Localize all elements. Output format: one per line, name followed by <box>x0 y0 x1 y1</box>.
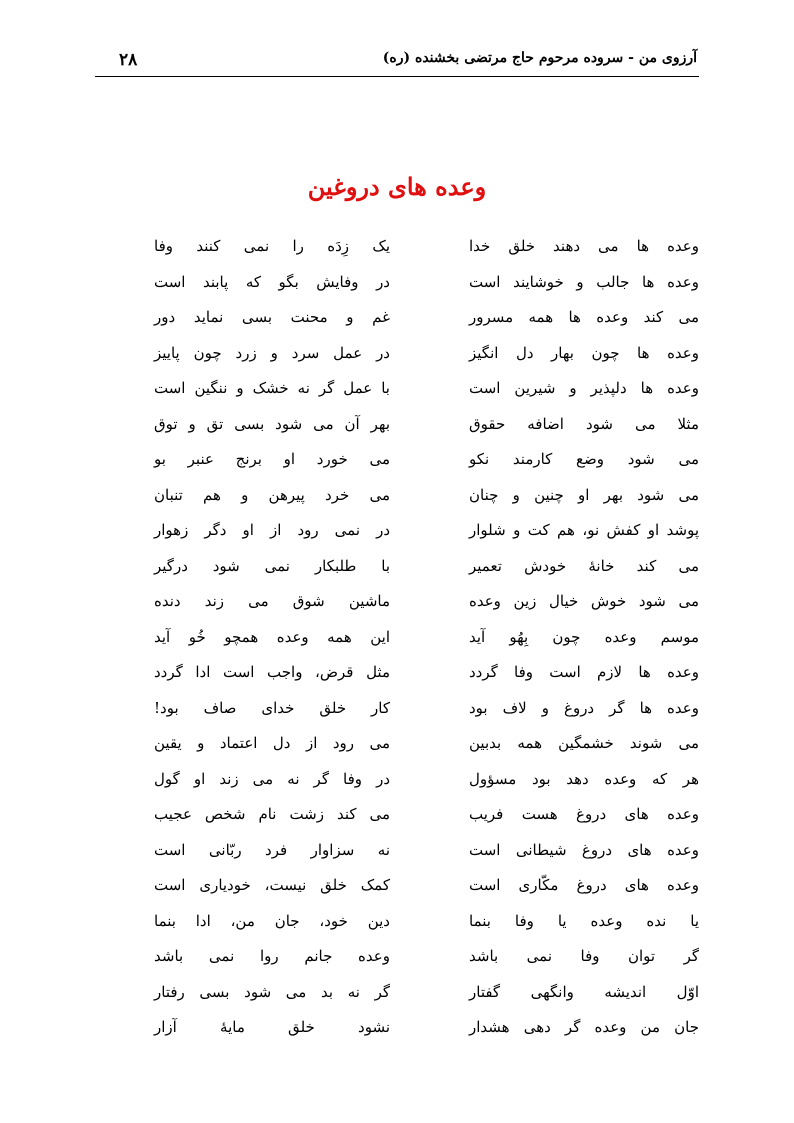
verse-first-hemistich: جان من وعده گر دهی هشدار <box>469 1018 699 1036</box>
verse-second-hemistich: می رود از دل اعتماد و یقین <box>154 734 390 752</box>
verse-second-hemistich: در وفا گر نه می زند او گول <box>154 769 390 788</box>
verse-row <box>0 302 794 338</box>
verse-row <box>0 267 794 303</box>
verse-first-hemistich: وعده های دروغ هست فریب <box>469 805 699 823</box>
verse-second-hemistich: کار خلق خدای صاف بود! <box>154 698 390 717</box>
verse-row <box>0 870 794 906</box>
verse-first-hemistich: وعده ها دلپذیر و شیرین است <box>469 379 699 397</box>
running-title: آرزوی من - سروده مرحوم حاج مرتضی بخشنده (ره) <box>382 50 697 66</box>
verse-row <box>0 515 794 551</box>
verse-row <box>0 906 794 942</box>
verse-first-hemistich: یا نده وعده یا وفا بنما <box>469 911 699 930</box>
verse-row <box>0 693 794 729</box>
verse-second-hemistich: دین خود، جان من، ادا بنما <box>154 911 390 930</box>
verse-first-hemistich: وعده های دروغ شیطانی است <box>469 840 699 859</box>
verse-first-hemistich: پوشد او کفش نو، هم کت و شلوار <box>469 521 699 539</box>
verse-second-hemistich: نشود خلق مایهٔ آزار <box>154 1018 390 1036</box>
verse-row <box>0 409 794 445</box>
verse-first-hemistich: وعده ها جالب و خوشایند است <box>469 272 699 291</box>
verse-row <box>0 835 794 871</box>
verse-second-hemistich: یک زِدَه را نمی کنند وفا <box>154 237 390 255</box>
verse-second-hemistich: با طلبکار نمی شود درگیر <box>154 556 390 575</box>
verse-row <box>0 480 794 516</box>
verse-first-hemistich: مثلا می شود اضافه حقوق <box>469 414 699 433</box>
verse-row <box>0 551 794 587</box>
verse-second-hemistich: نه سزاوار فرد ربّانی است <box>154 840 390 859</box>
verse-first-hemistich: وعده ها گر دروغ و لاف بود <box>469 698 699 717</box>
verse-second-hemistich: می خورد او برنج عنبر بو <box>154 450 390 468</box>
verse-first-hemistich: وعده ها چون بهار دل انگیز <box>469 343 699 362</box>
verse-first-hemistich: وعده های دروغ مکّاری است <box>469 876 699 894</box>
verse-first-hemistich: می شود خوش خیال زین وعده <box>469 592 699 610</box>
verse-first-hemistich: می کند خانهٔ خودش تعمیر <box>469 556 699 575</box>
verse-row <box>0 622 794 658</box>
verse-first-hemistich: می کند وعده ها همه مسرور <box>469 308 699 326</box>
verse-second-hemistich: می کند زشت نام شخص عجیب <box>154 805 390 823</box>
verse-row <box>0 338 794 374</box>
verse-second-hemistich: مثل قرض، واجب است ادا گردد <box>154 663 390 681</box>
verse-second-hemistich: با عمل گر نه خشک و ننگین است <box>154 379 390 397</box>
verse-row <box>0 941 794 977</box>
verse-second-hemistich: کمک خلق نیست، خودیاری است <box>154 876 390 894</box>
verse-second-hemistich: گر نه بد می شود بسی رفتار <box>154 982 390 1001</box>
verse-first-hemistich: موسم وعده چون بِهُو آید <box>469 627 699 646</box>
verse-row <box>0 728 794 764</box>
verse-second-hemistich: این همه وعده همچو خُو آید <box>154 627 390 646</box>
verse-second-hemistich: می خرد پیرهن و هم تنبان <box>154 485 390 504</box>
verse-row <box>0 657 794 693</box>
verse-first-hemistich: می شود وضع کارمند نکو <box>469 450 699 468</box>
verse-second-hemistich: در وفایش بگو که پابند است <box>154 272 390 291</box>
verse-row <box>0 231 794 267</box>
verse-row <box>0 1012 794 1048</box>
page-number: ۲۸ <box>119 50 138 70</box>
verse-row <box>0 444 794 480</box>
poem-title: وعده های دروغین <box>307 172 487 201</box>
verse-first-hemistich: وعده ها لازم است وفا گردد <box>469 663 699 681</box>
verse-first-hemistich: هر که وعده دهد بود مسؤول <box>469 769 699 788</box>
verse-second-hemistich: در عمل سرد و زرد چون پاییز <box>154 343 390 362</box>
verse-first-hemistich: وعده ها می دهند خلق خدا <box>469 237 699 255</box>
verse-second-hemistich: ماشین شوق می زند دنده <box>154 592 390 610</box>
verse-row <box>0 799 794 835</box>
verse-second-hemistich: وعده جانم روا نمی باشد <box>154 947 390 965</box>
verse-first-hemistich: اوّل اندیشه وانگهی گفتار <box>469 982 699 1001</box>
verse-second-hemistich: غم و محنت بسی نماید دور <box>154 308 390 326</box>
verse-first-hemistich: می شود بهر او چنین و چنان <box>469 485 699 504</box>
verse-row <box>0 586 794 622</box>
poem-verses <box>0 231 794 1048</box>
verse-first-hemistich: می شوند خشمگین همه بدبین <box>469 734 699 752</box>
page-header <box>95 46 699 77</box>
verse-first-hemistich: گر توان وفا نمی باشد <box>469 947 699 965</box>
verse-row <box>0 977 794 1013</box>
verse-second-hemistich: در نمی رود از او دگر زهوار <box>154 521 390 539</box>
verse-row <box>0 764 794 800</box>
verse-row <box>0 373 794 409</box>
verse-second-hemistich: بهر آن می شود بسی تق و توق <box>154 414 390 433</box>
